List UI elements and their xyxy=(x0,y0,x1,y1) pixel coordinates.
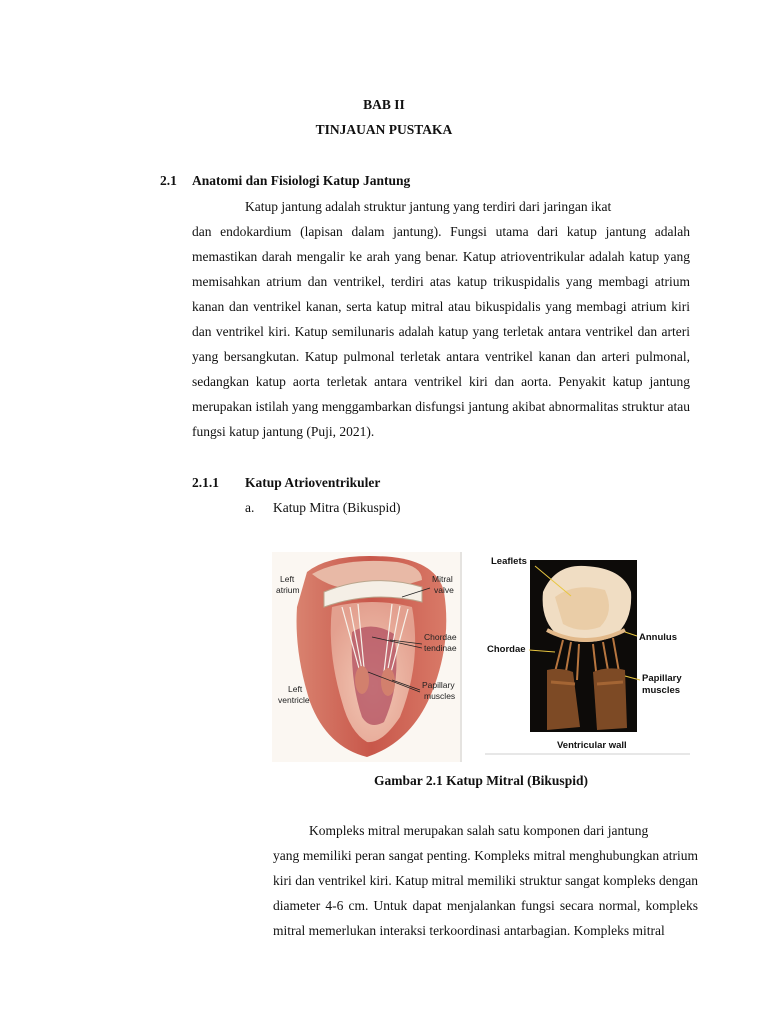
label-left-ventricle-1: Left xyxy=(288,684,303,694)
list-marker: a. xyxy=(245,500,255,515)
paragraph-2-body: yang memiliki peran sangat penting. Kompleks mitral menghubungkan atrium kiri dan ventrikel kiri. Katup mitral memiliki struktur sangat kompleks dengan diameter 4-6 cm. Untuk dapat menjalankan fungsi secara normal, kompleks mitral memerlukan interaksi terkoordinasi antarbagian. Kompleks mitral xyxy=(273,848,698,938)
paragraph-1-body: dan endokardium (lapisan dalam jantung). Fungsi utama dari katup jantung adalah memastikan darah mengalir ke arah yang benar. Katup atrioventrikular adalah katup yang memisahkan atrium dan ventrikel, terdiri atas katup trikuspidalis yang membagi atrium kanan dan ventrikel kanan, serta katup mitral atau bikuspidalis yang membagi atrium kiri dan ventrikel kiri. Katup semilunaris adalah katup yang terletak antara ventrikel dan arteri yang bersangkutan. Katup pulmonal terletak antara ventrikel kanan dan arteri pulmonal, sedangkan katup aorta terletak antara ventrikel kiri dan aorta. Penyakit katup jantung merupakan istilah yang menggambarkan disfungsi jantung akibat abnormalitas struktur atau fungsi katup jantung (Puji, 2021). xyxy=(192,224,690,439)
label-papillary-2: muscles xyxy=(424,691,456,701)
label-ventricular-wall: Ventricular wall xyxy=(557,740,627,751)
paragraph-1 xyxy=(192,194,690,474)
chapter-number: BAB II xyxy=(363,97,405,112)
label-leaflets: Leaflets xyxy=(491,556,527,567)
label-mitral-valve-1: Mitral xyxy=(432,574,453,584)
figure-caption: Gambar 2.1 Katup Mitral (Bikuspid) xyxy=(374,773,588,788)
subsection-number: 2.1.1 xyxy=(192,475,219,490)
label-papillary-2: muscles xyxy=(642,685,681,696)
label-annulus: Annulus xyxy=(639,632,677,643)
label-left-atrium-1: Left xyxy=(280,574,295,584)
label-papillary-1: Papillary xyxy=(642,673,682,684)
section-title: Anatomi dan Fisiologi Katup Jantung xyxy=(192,173,411,188)
list-item-text: Katup Mitra (Bikuspid) xyxy=(273,500,401,515)
label-papillary-1: Papillary xyxy=(422,680,455,690)
label-chordae-2: tendinae xyxy=(424,643,457,653)
label-chordae-1: Chordae xyxy=(424,632,457,642)
chapter-title: TINJAUAN PUSTAKA xyxy=(315,122,453,137)
label-left-atrium-2: atrium xyxy=(276,585,300,595)
mitral-valve-specimen-photo xyxy=(485,552,690,757)
label-left-ventricle-2: ventricle xyxy=(278,695,310,705)
label-mitral-valve-2: valve xyxy=(434,585,454,595)
heart-cross-section-illustration xyxy=(272,552,462,762)
paragraph-2-first-line: Kompleks mitral merupakan salah satu komponen dari jantung xyxy=(309,823,649,838)
paragraph-2 xyxy=(273,818,698,978)
label-chordae: Chordae xyxy=(487,644,526,655)
section-number: 2.1 xyxy=(160,173,177,188)
subsection-title: Katup Atrioventrikuler xyxy=(245,475,381,490)
paragraph-1-first-line: Katup jantung adalah struktur jantung yang terdiri dari jaringan ikat xyxy=(245,199,612,214)
